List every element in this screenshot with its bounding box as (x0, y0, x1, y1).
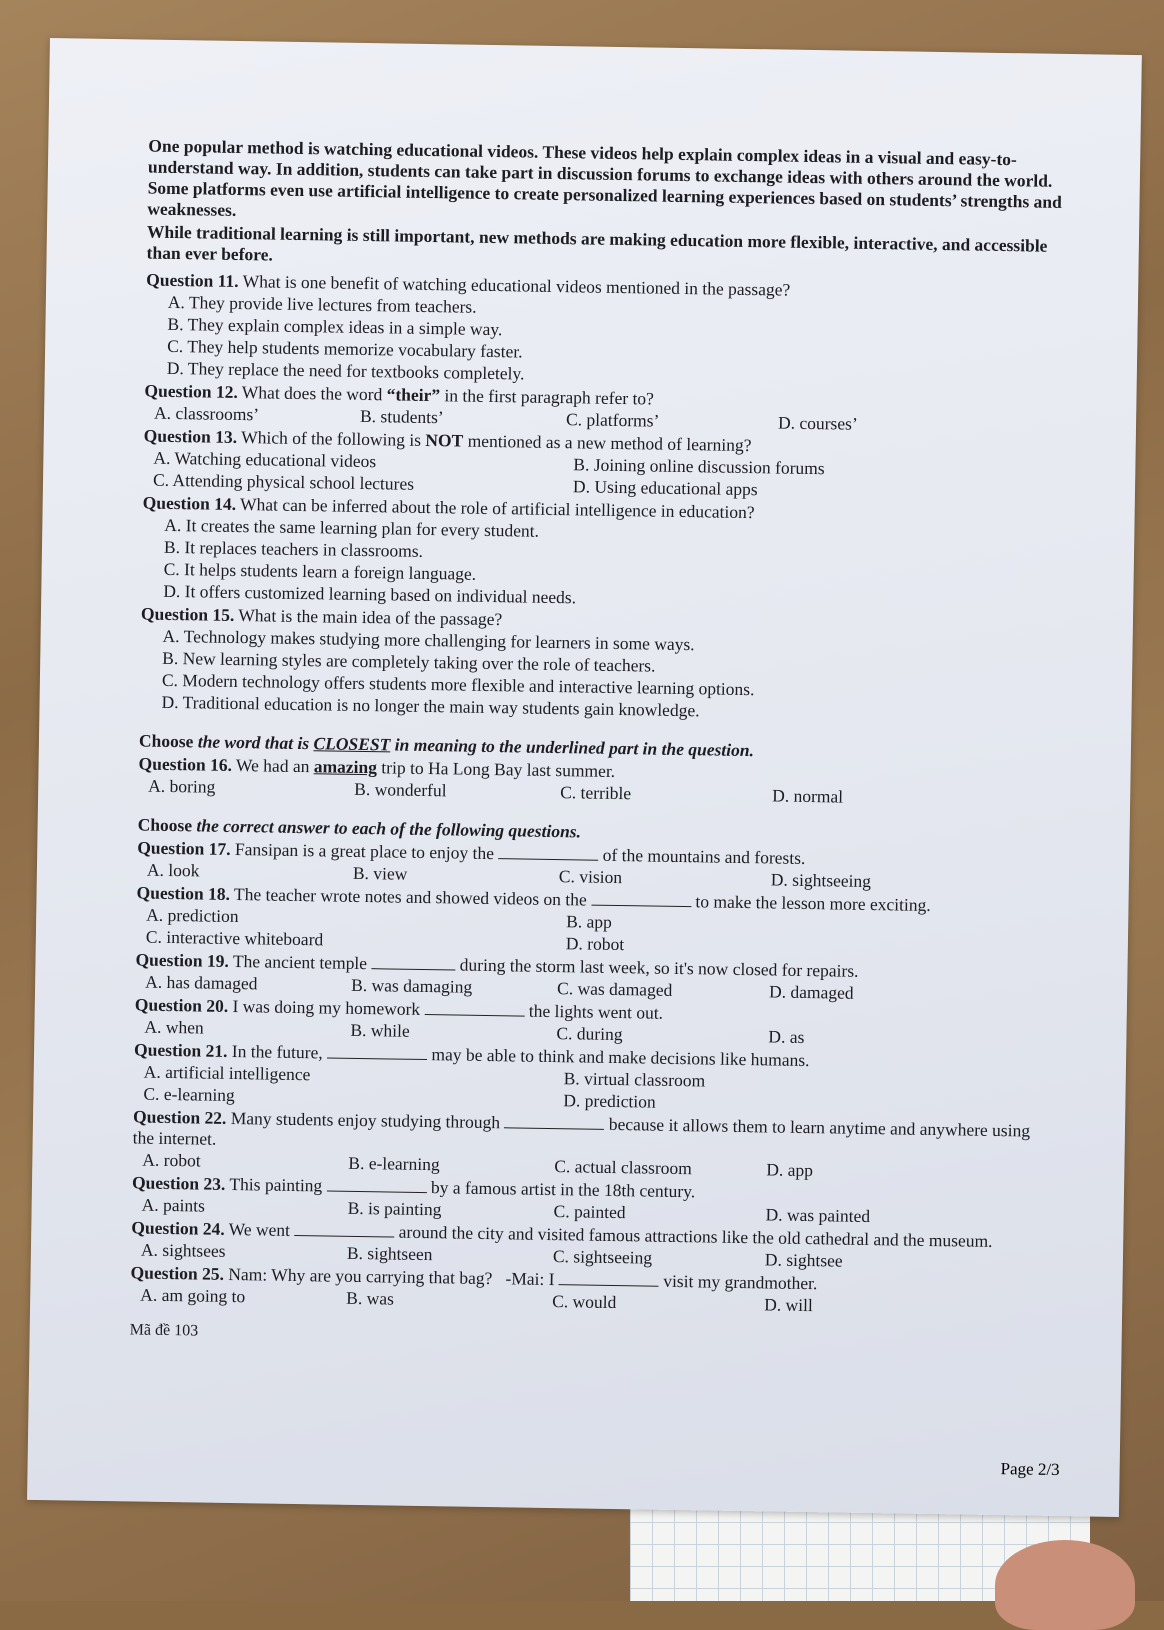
question-25-text-after: visit my grandmother. (663, 1270, 818, 1294)
question-25-label: Question 25. (130, 1262, 225, 1284)
instruction-1-italic-1: the word that is (193, 731, 314, 754)
instruction-1-lead: Choose (138, 730, 194, 752)
question-13-keyword: NOT (425, 429, 464, 451)
q12-option-c[interactable]: C. platforms’ (565, 409, 660, 431)
question-18-blank[interactable] (591, 891, 691, 908)
q15-option-b[interactable]: B. New learning styles are completely taking over the role of teachers. (162, 647, 656, 676)
question-24-text-before: We went (228, 1218, 291, 1240)
question-11 (145, 270, 1067, 393)
q19-option-b[interactable]: B. was damaging (351, 974, 473, 997)
q14-option-c[interactable]: C. It helps students learn a foreign language. (163, 558, 477, 584)
page-number: Page 2/3 (1000, 1459, 1060, 1480)
q25-option-b[interactable]: B. was (346, 1287, 395, 1309)
page-content (130, 136, 1069, 1355)
question-23-blank[interactable] (327, 1176, 427, 1193)
question-16-label: Question 16. (138, 753, 233, 775)
q16-option-d[interactable]: D. normal (772, 785, 844, 807)
question-12-keyword: “their” (386, 384, 441, 406)
q14-option-a[interactable]: A. It creates the same learning plan for every student. (164, 514, 540, 541)
q11-option-b[interactable]: B. They explain complex ideas in a simple way. (167, 313, 503, 340)
question-22-text-after: because it allows them to learn anytime and anywhere using the internet. (132, 1113, 1031, 1149)
q19-option-a[interactable]: A. has damaged (145, 971, 258, 994)
question-17-text-before: Fansipan is a great place to enjoy the (234, 839, 495, 864)
q21-option-c[interactable]: C. e-learning (143, 1083, 235, 1106)
instruction-2-lead: Choose (137, 814, 193, 836)
question-16-underlined-word: amazing (313, 756, 378, 778)
exam-page (27, 38, 1142, 1517)
q23-option-d[interactable]: D. was painted (765, 1204, 871, 1227)
q18-option-a[interactable]: A. prediction (146, 904, 239, 927)
question-15-label: Question 15. (140, 603, 235, 625)
question-25-blank[interactable] (559, 1270, 659, 1287)
q25-option-a[interactable]: A. am going to (140, 1284, 246, 1307)
q24-option-a[interactable]: A. sightsees (140, 1239, 226, 1261)
question-17-label: Question 17. (137, 837, 231, 859)
question-20-blank[interactable] (424, 1000, 524, 1017)
question-21 (133, 1039, 1054, 1118)
q17-option-a[interactable]: A. look (146, 859, 200, 881)
question-23-text-after: by a famous artist in the 18th century. (430, 1177, 696, 1202)
q17-option-b[interactable]: B. view (352, 862, 408, 884)
question-22 (132, 1106, 1053, 1184)
q22-option-d[interactable]: D. app (766, 1159, 814, 1181)
q14-option-d[interactable]: D. It offers customized learning based on individual needs. (163, 580, 577, 608)
q25-option-c[interactable]: C. would (552, 1291, 617, 1313)
q16-option-c[interactable]: C. terrible (560, 782, 632, 804)
q24-option-c[interactable]: C. sightseeing (552, 1246, 653, 1268)
question-13-text-after: mentioned as a new method of learning? (463, 430, 752, 456)
q25-option-d[interactable]: D. will (764, 1294, 813, 1316)
q15-option-d[interactable]: D. Traditional education is no longer the main way students gain knowledge. (161, 691, 700, 721)
question-14 (141, 493, 1063, 616)
q23-option-c[interactable]: C. painted (553, 1201, 626, 1223)
q24-option-d[interactable]: D. sightsee (764, 1249, 843, 1271)
question-20-text-before: I was doing my homework (232, 995, 421, 1019)
question-14-text: What can be inferred about the role of artificial intelligence in education? (239, 494, 755, 523)
q15-option-c[interactable]: C. Modern technology offers students more flexible and interactive learning options. (161, 669, 755, 700)
question-13-label: Question 13. (143, 425, 238, 447)
question-12-text-before: What does the word (241, 382, 387, 405)
question-21-blank[interactable] (327, 1043, 427, 1060)
question-18 (136, 882, 1057, 961)
question-23-label: Question 23. (131, 1172, 226, 1194)
q22-option-c[interactable]: C. actual classroom (554, 1156, 693, 1179)
q24-option-b[interactable]: B. sightseen (346, 1242, 433, 1265)
q11-option-d[interactable]: D. They replace the need for textbooks completely. (166, 357, 525, 384)
question-15-text: What is the main idea of the passage? (238, 605, 503, 630)
q16-option-b[interactable]: B. wonderful (354, 778, 447, 801)
q13-option-b[interactable]: B. Joining online discussion forums (573, 454, 825, 479)
question-21-label: Question 21. (133, 1039, 228, 1061)
question-22-blank[interactable] (504, 1113, 604, 1130)
question-20-text-after: the lights went out. (528, 1000, 664, 1023)
question-23-text-before: This painting (229, 1173, 323, 1196)
q12-option-b[interactable]: B. students’ (359, 405, 444, 428)
question-24-blank[interactable] (294, 1221, 394, 1238)
q12-option-a[interactable]: A. classrooms’ (153, 402, 260, 425)
q21-option-b[interactable]: B. virtual classroom (563, 1068, 706, 1091)
q19-option-c[interactable]: C. was damaged (556, 978, 673, 1000)
q13-option-c[interactable]: C. Attending physical school lectures (152, 469, 415, 494)
passage-paragraph-2: While traditional learning is still important, new methods are making education more flexible, interactive, and accessible than ever before. (146, 221, 1048, 265)
instruction-2-italic: the correct answer to each of the following questions. (191, 815, 582, 842)
question-21-text-after: may be able to think and make decisions like humans. (431, 1044, 810, 1071)
question-24-text-after: around the city and visited famous attractions like the old cathedral and the museum. (398, 1221, 993, 1251)
question-25-text-before: Nam: Why are you carrying that bag? (228, 1263, 493, 1289)
question-19-text-before: The ancient temple (232, 950, 368, 974)
q11-option-c[interactable]: C. They help students memorize vocabulary faster. (167, 335, 523, 362)
q20-option-d[interactable]: D. as (768, 1026, 805, 1047)
q11-option-a[interactable]: A. They provide live lectures from teachers. (167, 291, 477, 317)
question-12-label: Question 12. (144, 380, 238, 402)
finger-holding-page (995, 1540, 1135, 1630)
q21-option-d[interactable]: D. prediction (563, 1090, 656, 1112)
question-13 (143, 426, 1064, 505)
question-11-label: Question 11. (146, 269, 239, 291)
instruction-1-keyword: CLOSEST (313, 733, 391, 755)
q18-option-b[interactable]: B. app (566, 911, 613, 932)
question-20-label: Question 20. (134, 994, 229, 1016)
q17-option-c[interactable]: C. vision (558, 866, 623, 888)
q12-option-d[interactable]: D. courses’ (777, 412, 858, 434)
q20-option-b[interactable]: B. while (350, 1019, 410, 1041)
question-17-blank[interactable] (498, 844, 598, 861)
q20-option-c[interactable]: C. during (556, 1023, 623, 1045)
question-18-label: Question 18. (136, 882, 231, 904)
question-19-blank[interactable] (371, 954, 455, 970)
question-16-text-after: trip to Ha Long Bay last summer. (376, 757, 616, 781)
question-18-text-after: to make the lesson more exciting. (695, 891, 931, 915)
question-24-label: Question 24. (131, 1217, 225, 1239)
question-15 (139, 604, 1061, 727)
q23-option-a[interactable]: A. paints (141, 1194, 206, 1216)
question-12-text-after: in the first paragraph refer to? (439, 385, 655, 409)
q22-option-b[interactable]: B. e-learning (348, 1152, 440, 1175)
passage-paragraph-1: One popular method is watching educational videos. These videos help explain complex ideas in a visual and easy-to-understand way. In addition, students can take part in discussion forums to exchange ideas with others around the world. Some platforms even use artificial intelligence to create personalized learning experiences based on students’ strengths and weaknesses. (147, 135, 1062, 220)
question-22-label: Question 22. (132, 1106, 227, 1128)
q23-option-b[interactable]: B. is painting (347, 1197, 442, 1220)
q21-option-a[interactable]: A. artificial intelligence (143, 1061, 311, 1085)
exam-code: Mã đề 103 (129, 1321, 199, 1340)
question-22-text-before: Many students enjoy studying through (230, 1107, 501, 1133)
question-16-text-before: We had an (235, 755, 314, 777)
q16-option-a[interactable]: A. boring (148, 775, 216, 797)
question-17-text-after: of the mountains and forests. (602, 844, 806, 868)
question-11-text: What is one benefit of watching educational videos mentioned in the passage? (242, 271, 791, 300)
q18-option-c[interactable]: C. interactive whiteboard (145, 926, 324, 950)
question-13-text-before: Which of the following is (241, 427, 426, 450)
q17-option-d[interactable]: D. sightseeing (770, 869, 872, 891)
q19-option-d[interactable]: D. damaged (768, 981, 854, 1003)
q18-option-d[interactable]: D. robot (565, 933, 625, 955)
question-19-label: Question 19. (135, 949, 230, 971)
question-21-text-before: In the future, (231, 1040, 323, 1063)
question-25-mai: -Mai: I (505, 1268, 555, 1290)
question-18-text-before: The teacher wrote notes and showed videos on the (233, 883, 587, 910)
question-19-text-after: during the storm last week, so it's now closed for repairs. (459, 954, 859, 981)
q20-option-a[interactable]: A. when (144, 1016, 204, 1038)
q13-option-a[interactable]: A. Watching educational videos (153, 447, 377, 472)
q22-option-a[interactable]: A. robot (142, 1149, 201, 1171)
q13-option-d[interactable]: D. Using educational apps (572, 476, 758, 500)
instruction-1-italic-2: in meaning to the underlined part in the question. (390, 734, 755, 761)
q15-option-a[interactable]: A. Technology makes studying more challenging for learners in some ways. (162, 625, 695, 655)
q14-option-b[interactable]: B. It replaces teachers in classrooms. (163, 536, 424, 561)
question-14-label: Question 14. (142, 492, 237, 514)
